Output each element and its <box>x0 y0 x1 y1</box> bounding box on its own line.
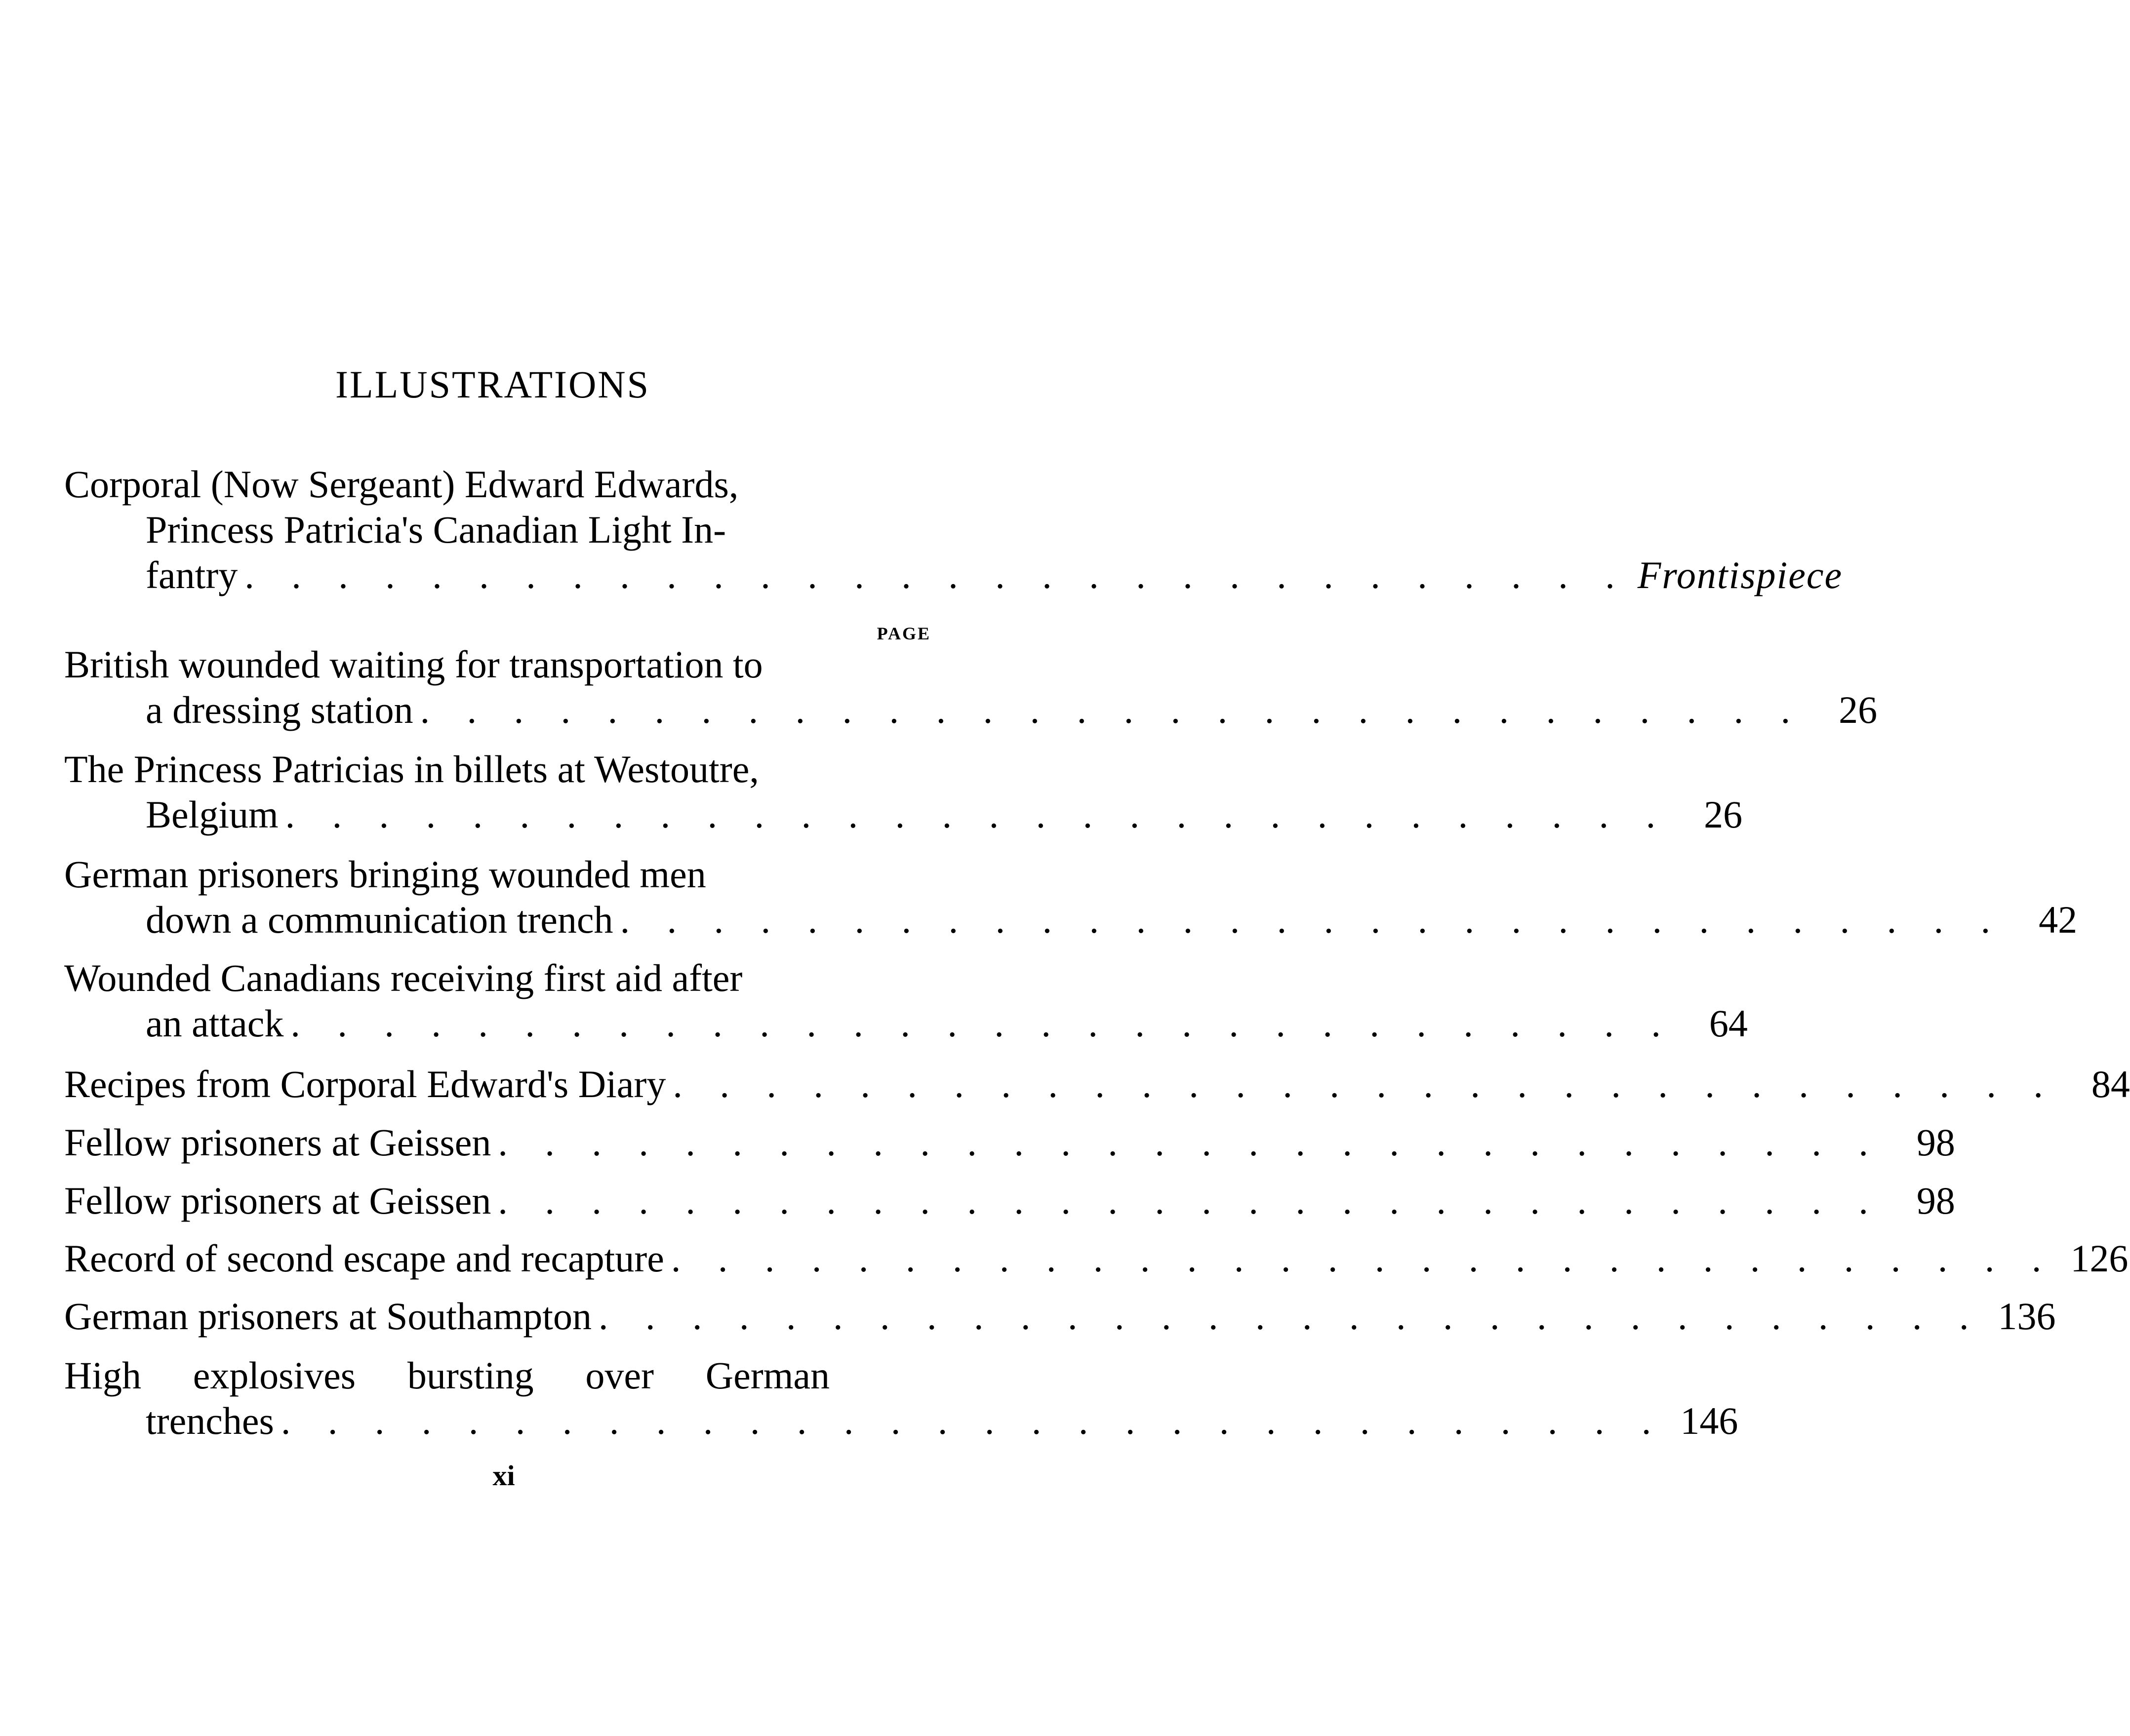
page-number: 64 <box>1709 1002 1748 1045</box>
dot-leader: . . . . . . . . . . . . . . . . . . . . . . . . . . . . . . <box>420 688 1805 731</box>
entry-line <box>64 462 931 507</box>
entry-line <box>64 1062 2130 1107</box>
entry-line <box>64 1236 2129 1281</box>
page-number: 136 <box>1998 1295 2056 1338</box>
entry-line <box>64 687 1878 733</box>
entry-title-line: British wounded waiting for transportation to <box>64 643 763 686</box>
page-number: 98 <box>1916 1179 1955 1222</box>
entry-line <box>64 507 931 552</box>
entry-title-line: trenches <box>146 1399 274 1442</box>
entry-line <box>64 642 931 687</box>
entry-title-line: German prisoners at Southampton <box>64 1295 592 1338</box>
illustration-entry <box>64 1294 2056 1339</box>
entry-line <box>64 1001 1748 1046</box>
illustration-entry <box>64 852 2078 943</box>
page-number: 146 <box>1680 1399 1738 1442</box>
page-number: 26 <box>1839 688 1878 731</box>
entry-title-line: German prisoners bringing wounded men <box>64 853 706 896</box>
entry-title-line: Wounded Canadians receiving first aid after <box>64 956 743 999</box>
entry-line <box>64 1178 1955 1223</box>
entry-title-line: Fellow prisoners at Geissen <box>64 1121 491 1164</box>
entry-title-line: Corporal (Now Sergeant) Edward Edwards, <box>64 463 739 506</box>
illustration-entry <box>64 642 1878 733</box>
entry-title-line: fantry <box>146 553 238 596</box>
entry-title-line: The Princess Patricias in billets at Westoutre, <box>64 748 759 790</box>
page-folio: xi <box>492 1460 515 1492</box>
illustration-entry <box>64 1062 2130 1107</box>
illustration-entry <box>64 1353 1738 1444</box>
entry-title-line: Princess Patricia's Canadian Light In- <box>146 508 726 551</box>
illustration-entry <box>64 1120 1955 1165</box>
dot-leader: . . . . . . . . . . . . . . . . . . . . . . . . . . . . . . <box>598 1295 1983 1338</box>
entry-line <box>64 897 2078 943</box>
dot-leader: . . . . . . . . . . . . . . . . . . . . . . . . . . . . . . <box>673 1063 2057 1105</box>
entry-title-line: an attack <box>146 1002 284 1045</box>
entry-line <box>64 955 931 1001</box>
illustration-entry <box>64 1236 2129 1281</box>
page-column-label: PAGE <box>877 624 931 643</box>
page-number: 98 <box>1916 1121 1955 1164</box>
entry-line <box>64 792 1743 837</box>
page-title: ILLUSTRATIONS <box>335 363 650 406</box>
entry-line <box>64 852 931 897</box>
dot-leader: . . . . . . . . . . . . . . . . . . . . . . . . . . . . . . <box>498 1179 1882 1222</box>
illustration-entry <box>64 462 1843 598</box>
dot-leader: . . . . . . . . . . . . . . . . . . . . . . . . . . . . . . <box>285 793 1670 836</box>
dot-leader: . . . . . . . . . . . . . . . . . . . . . . . . . . . . . . <box>290 1002 1675 1045</box>
entry-title-line: Recipes from Corporal Edward's Diary <box>64 1063 666 1105</box>
entry-title-line: Fellow prisoners at Geissen <box>64 1179 491 1222</box>
illustration-entry <box>64 955 1748 1046</box>
entry-line <box>64 1398 1738 1444</box>
page-number: Frontispiece <box>1637 553 1843 596</box>
page-number: 26 <box>1704 793 1743 836</box>
entry-title-line: a dressing station <box>146 688 413 731</box>
illustration-entry <box>64 747 1743 837</box>
page-number: 84 <box>2091 1063 2130 1105</box>
entry-title-line: Record of second escape and recapture <box>64 1237 664 1280</box>
entry-line <box>64 1120 1955 1165</box>
dot-leader: . . . . . . . . . . . . . . . . . . . . . . . . . . . . . . <box>244 553 1629 596</box>
entry-title-line: Belgium <box>146 793 279 836</box>
dot-leader: . . . . . . . . . . . . . . . . . . . . . . . . . . . . . . <box>498 1121 1882 1164</box>
entry-line <box>64 552 1843 598</box>
entry-line <box>64 1353 931 1398</box>
entry-line <box>64 747 931 792</box>
entry-title-line: High explosives bursting over German <box>64 1354 830 1397</box>
dot-leader: . . . . . . . . . . . . . . . . . . . . . . . . . . . . . . <box>671 1237 2055 1280</box>
dot-leader: . . . . . . . . . . . . . . . . . . . . . . . . . . . . . . <box>620 898 2005 941</box>
page-number: 42 <box>2039 898 2078 941</box>
dot-leader: . . . . . . . . . . . . . . . . . . . . . . . . . . . . . . <box>281 1399 1665 1442</box>
entry-title-line: down a communication trench <box>146 898 613 941</box>
illustration-entry <box>64 1178 1955 1223</box>
entry-line <box>64 1294 2056 1339</box>
page-number: 126 <box>2070 1237 2129 1280</box>
